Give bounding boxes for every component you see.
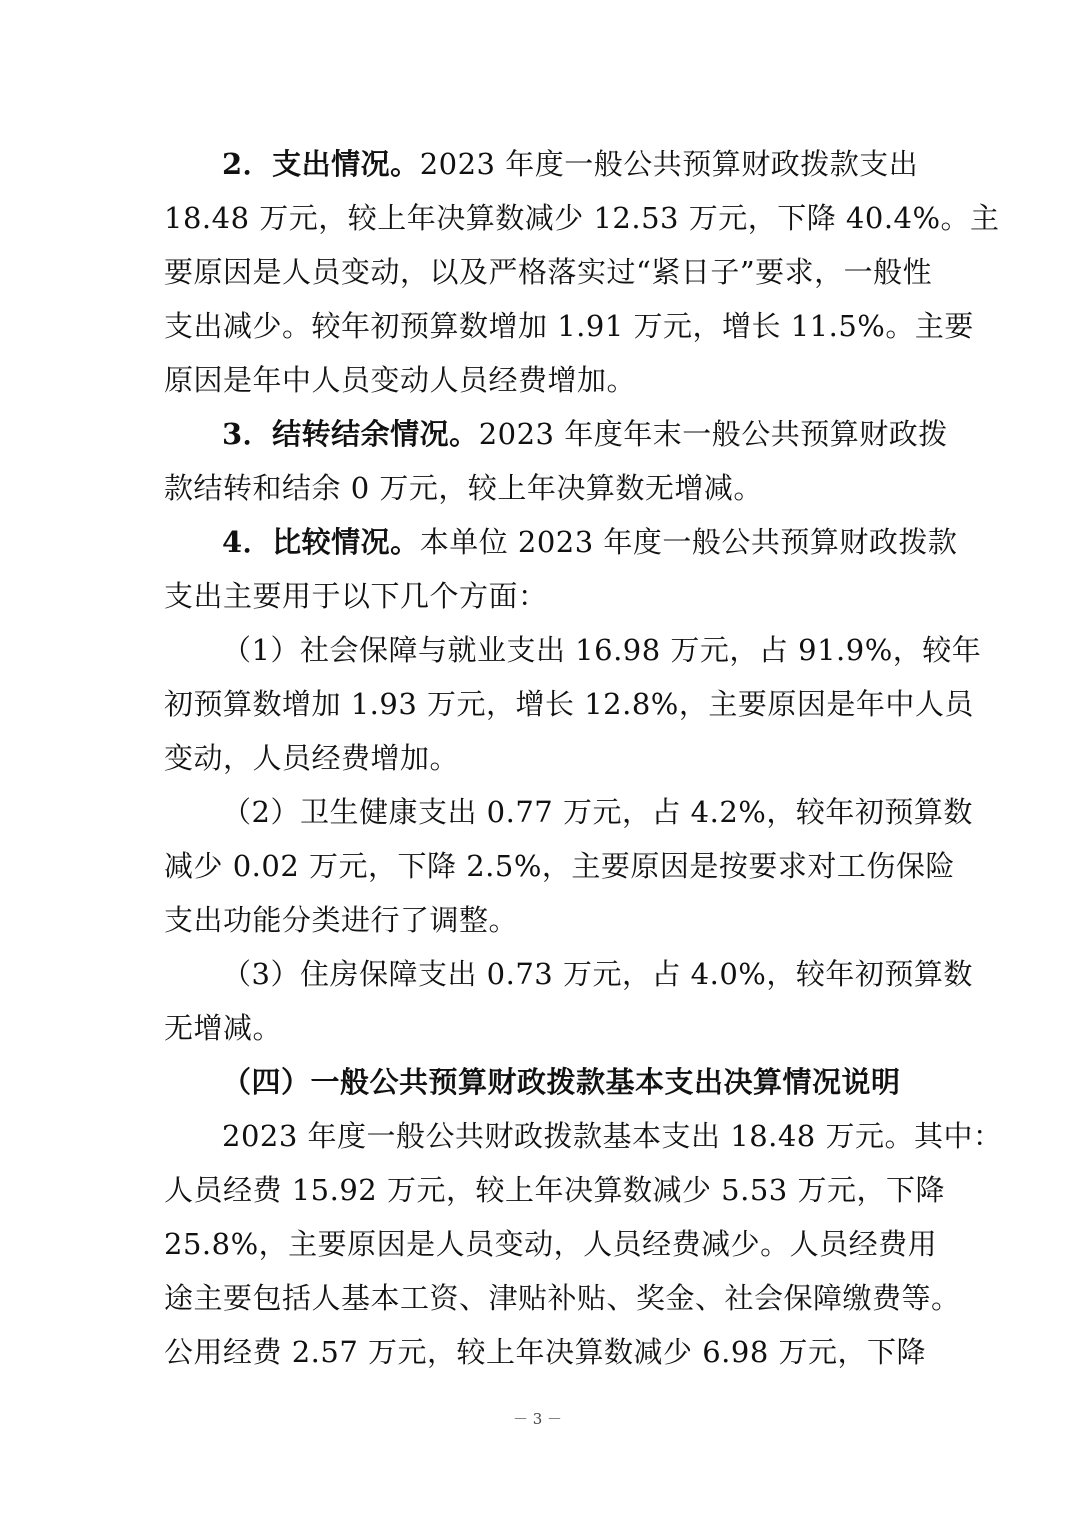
- text: 2023 年度年末一般公共预算财政拨: [478, 417, 948, 451]
- paragraph-basic-expenditure-line-2: 人员经费 15.92 万元，较上年决算数减少 5.53 万元，下降: [164, 1173, 945, 1207]
- item-social-security-line-1: （1）社会保障与就业支出 16.98 万元，占 91.9%，较年: [222, 633, 982, 667]
- item-social-security-line-2: 初预算数增加 1.93 万元，增长 12.8%，主要原因是年中人员: [164, 687, 974, 721]
- paragraph-expenditure-line-5: 原因是年中人员变动人员经费增加。: [164, 363, 637, 397]
- paragraph-basic-expenditure-line-3: 25.8%，主要原因是人员变动，人员经费减少。人员经费用: [164, 1227, 938, 1261]
- text: 本单位 2023 年度一般公共预算财政拨款: [419, 525, 958, 559]
- heading-carryover: 3．结转结余情况。: [222, 417, 479, 451]
- section-heading-basic-expenditure: （四）一般公共预算财政拨款基本支出决算情况说明: [222, 1065, 901, 1099]
- heading-expenditure: 2．支出情况。: [222, 147, 420, 181]
- paragraph-comparison-line-1: [222, 524, 958, 560]
- paragraph-basic-expenditure-line-4: 途主要包括人基本工资、津贴补贴、奖金、社会保障缴费等。: [164, 1281, 961, 1315]
- paragraph-expenditure-line-1: [222, 146, 919, 182]
- paragraph-expenditure-line-2: 18.48 万元，较上年决算数减少 12.53 万元，下降 40.4%。主: [164, 201, 1000, 235]
- paragraph-expenditure-line-3: 要原因是人员变动，以及严格落实过“紧日子”要求，一般性: [164, 255, 933, 289]
- paragraph-basic-expenditure-line-1: 2023 年度一般公共财政拨款基本支出 18.48 万元。其中：: [222, 1119, 1003, 1153]
- item-social-security-line-3: 变动，人员经费增加。: [164, 741, 460, 775]
- item-health-line-2: 减少 0.02 万元，下降 2.5%，主要原因是按要求对工伤保险: [164, 849, 955, 883]
- paragraph-expenditure-line-4: 支出减少。较年初预算数增加 1.91 万元，增长 11.5%。主要: [164, 309, 974, 343]
- heading-comparison: 4．比较情况。: [222, 525, 420, 559]
- text: 2023 年度一般公共预算财政拨款支出: [419, 147, 919, 181]
- paragraph-carryover-line-2: 款结转和结余 0 万元，较上年决算数无增减。: [164, 471, 763, 505]
- paragraph-carryover-line-1: [222, 416, 948, 452]
- item-health-line-1: （2）卫生健康支出 0.77 万元，占 4.2%，较年初预算数: [222, 795, 973, 829]
- item-housing-line-1: （3）住房保障支出 0.73 万元，占 4.0%，较年初预算数: [222, 957, 973, 991]
- item-housing-line-2: 无增减。: [164, 1011, 283, 1045]
- paragraph-basic-expenditure-line-5: 公用经费 2.57 万元，较上年决算数减少 6.98 万元，下降: [164, 1335, 927, 1369]
- paragraph-comparison-line-2: 支出主要用于以下几个方面：: [164, 579, 548, 613]
- page-number: － 3 －: [512, 1410, 563, 1428]
- item-health-line-3: 支出功能分类进行了调整。: [164, 903, 519, 937]
